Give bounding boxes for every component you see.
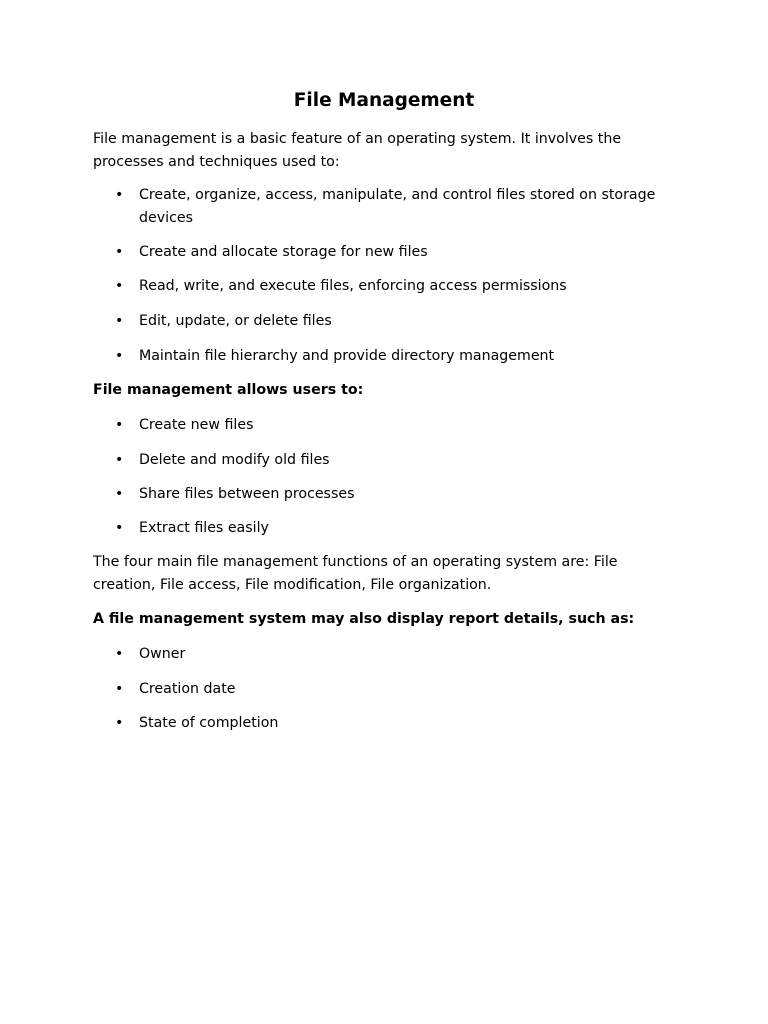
list-item-text: Maintain file hierarchy and provide directory management xyxy=(139,348,555,364)
bullet-icon: • xyxy=(115,417,124,433)
bullet-icon: • xyxy=(115,452,124,468)
bullet-icon: • xyxy=(115,348,124,364)
list-item-text: Create, organize, access, manipulate, and control files stored on storage devices xyxy=(139,187,656,226)
list-item xyxy=(115,712,669,735)
bullet-icon: • xyxy=(115,244,124,260)
list-item-text: Share files between processes xyxy=(139,486,355,502)
list-item-text: Creation date xyxy=(139,681,236,697)
list-item-text: Create and allocate storage for new files xyxy=(139,244,428,260)
intro-paragraph: File management is a basic feature of an operating system. It involves the processes and techniques used to: xyxy=(93,131,622,170)
list-item xyxy=(115,310,669,333)
list-item-text: State of completion xyxy=(139,715,279,731)
list-item xyxy=(115,517,669,540)
list-item xyxy=(115,483,669,506)
list-item xyxy=(115,275,669,298)
bullet-icon: • xyxy=(115,187,124,203)
list-item-text: Owner xyxy=(139,646,186,662)
page-title: File Management xyxy=(293,90,475,111)
list-item xyxy=(115,643,669,666)
bullet-icon: • xyxy=(115,646,124,662)
bullet-icon: • xyxy=(115,681,124,697)
allows-heading: File management allows users to: xyxy=(93,382,364,398)
list-item-text: Delete and modify old files xyxy=(139,452,330,468)
list-item-text: Edit, update, or delete files xyxy=(139,313,332,329)
bullet-icon: • xyxy=(115,278,124,294)
bullet-icon: • xyxy=(115,486,124,502)
bullet-icon: • xyxy=(115,715,124,731)
bullet-icon: • xyxy=(115,520,124,536)
list-item xyxy=(115,184,669,229)
bullet-icon: • xyxy=(115,313,124,329)
list-item xyxy=(115,449,669,472)
list-item xyxy=(115,241,669,264)
functions-paragraph: The four main file management functions of an operating system are: File creation, File access, File modification, File organization. xyxy=(93,554,618,593)
list-item-text: Read, write, and execute files, enforcing access permissions xyxy=(139,278,567,294)
list-item-text: Create new files xyxy=(139,417,254,433)
report-heading: A file management system may also display report details, such as: xyxy=(93,611,635,627)
list-item xyxy=(115,345,669,368)
list-item-text: Extract files easily xyxy=(139,520,269,536)
list-item xyxy=(115,414,669,437)
list-item xyxy=(115,678,669,701)
